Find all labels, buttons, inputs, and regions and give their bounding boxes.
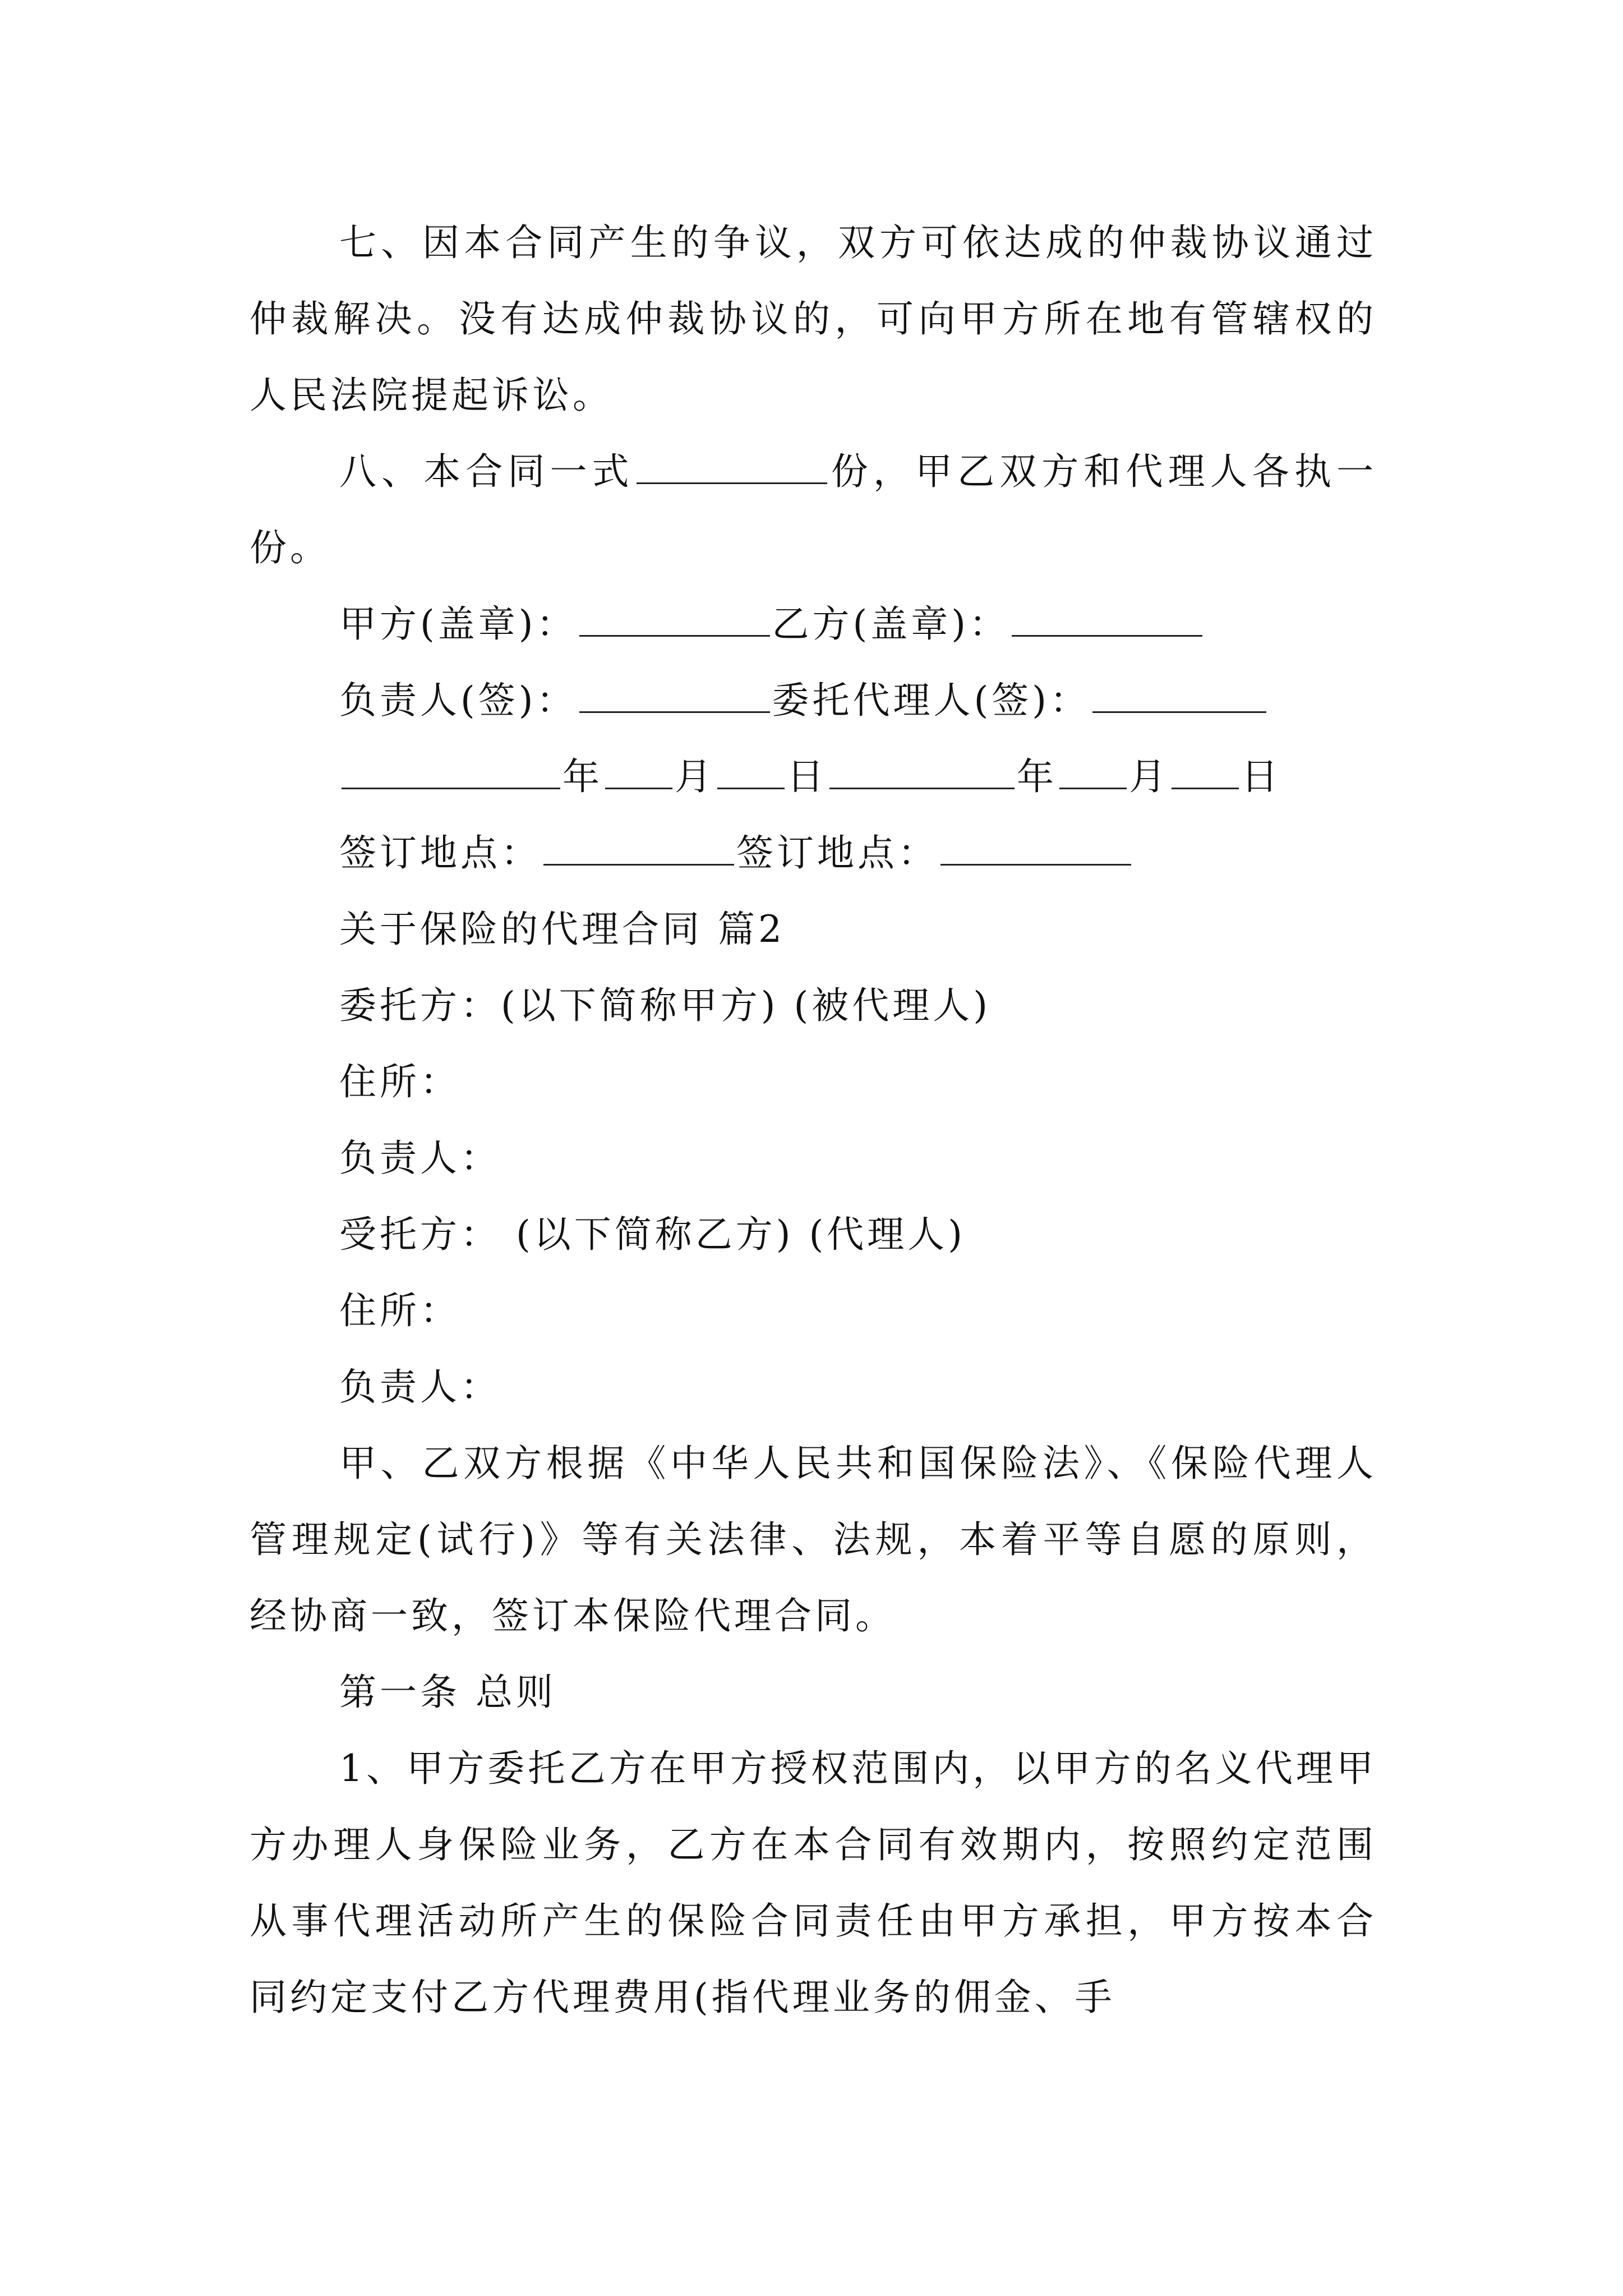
year-label-1: 年 [562, 755, 603, 798]
clause-8-post: 份，甲乙双方和代理人各执一份。 [250, 450, 1377, 569]
day-blank-1 [717, 752, 785, 789]
month-label-2: 月 [1129, 755, 1169, 798]
article-1-item-1: 1、甲方委托乙方在甲方授权范围内，以甲方的名义代理甲方办理人身保险业务，乙方在本合同有效期内，按照约定范围从事代理活动所产生的保险合同责任由甲方承担，甲方按本合同约定支付乙方代理费用(指代理业务的佣金、手 [250, 1747, 1377, 2019]
day-label-2: 日 [1241, 755, 1281, 798]
agent-party: 受托方： (以下简称乙方) (代理人) [339, 1213, 966, 1256]
party-b-seal-label: 乙方(盖章)： [772, 602, 1009, 646]
principal-responsible: 负责人： [339, 1137, 501, 1180]
agent-sign-label: 委托代理人(签)： [772, 679, 1090, 722]
year-blank-2 [829, 752, 1015, 789]
agent-sign-blank [1092, 676, 1266, 713]
document-body [250, 205, 1377, 2036]
principal-party: 委托方：(以下简称甲方) (被代理人) [339, 984, 991, 1027]
clause-8 [250, 434, 1377, 586]
responsible-sign-blank [579, 676, 770, 713]
sign-place-blank-2 [940, 829, 1131, 866]
party-b-seal-blank [1012, 600, 1202, 637]
section-title: 关于保险的代理合同 篇2 [339, 908, 785, 951]
sign-place-label-1: 签订地点： [339, 831, 541, 875]
article-1-title: 第一条 总则 [339, 1671, 556, 1714]
month-blank-2 [1059, 752, 1127, 789]
clause-8-pre: 八、本合同一式 [339, 450, 634, 493]
copies-blank [637, 447, 827, 484]
signature-seal-line [250, 586, 1377, 662]
agent-address: 住所： [339, 1289, 460, 1332]
month-label-1: 月 [675, 755, 715, 798]
agent-responsible: 负责人： [339, 1365, 501, 1409]
year-label-2: 年 [1017, 755, 1057, 798]
signature-person-line [250, 662, 1377, 739]
party-a-seal-label: 甲方(盖章)： [339, 602, 577, 646]
year-blank-1 [342, 752, 560, 789]
date-line [250, 739, 1377, 815]
day-blank-2 [1172, 752, 1239, 789]
sign-place-blank-1 [543, 829, 734, 866]
principal-address: 住所： [339, 1060, 460, 1103]
month-blank-1 [605, 752, 672, 789]
responsible-sign-label: 负责人(签)： [339, 679, 577, 722]
clause-7: 七、因本合同产生的争议，双方可依达成的仲裁协议通过仲裁解决。没有达成仲裁协议的，可向甲方所在地有管辖权的人民法院提起诉讼。 [250, 221, 1377, 417]
sign-place-line [250, 815, 1377, 891]
day-label-1: 日 [787, 755, 827, 798]
preamble: 甲、乙双方根据《中华人民共和国保险法》、《保险代理人管理规定(试行)》等有关法律、法规，本着平等自愿的原则， 经协商一致，签订本保险代理合同。 [250, 1442, 1377, 1637]
party-a-seal-blank [579, 600, 770, 637]
sign-place-label-2: 签订地点： [736, 831, 938, 875]
